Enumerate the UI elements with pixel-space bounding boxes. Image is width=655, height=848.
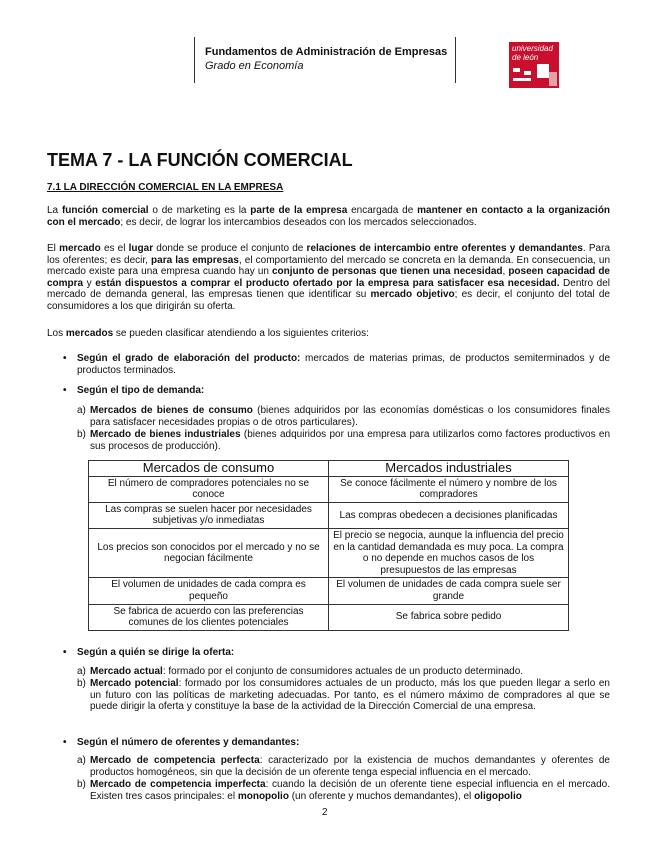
table-row xyxy=(89,604,569,630)
table-cell: Los precios son conocidos por el mercado y no se negocian fácilmente xyxy=(89,528,329,577)
table-cell: Las compras se suelen hacer por necesidades subjetivas y/o inmediatas xyxy=(89,502,329,528)
bullet-marker: • xyxy=(63,647,67,658)
list-label: a) xyxy=(77,666,86,677)
list-label: b) xyxy=(77,779,86,790)
list-label: b) xyxy=(77,678,86,689)
table-cell: Se fabrica sobre pedido xyxy=(329,604,569,630)
table-header: Mercados industriales xyxy=(329,461,569,477)
table-cell: Las compras obedecen a decisiones planificadas xyxy=(329,502,569,528)
item-mercado-potencial: Mercado potencial: formado por los consumidores actuales de un producto, más los que pueden llegar a serlo en un futuro con las políticas de marketing adecuadas. Por tanto, es el número máximo de compradores al que se puede dirigir la oferta y constituye la base de la actividad de la Dirección Comercial de una empresa. xyxy=(90,678,610,713)
item-competencia-perfecta: Mercado de competencia perfecta: caracterizado por la existencia de muchos demandantes y oferentes de productos homogéneos, sin que la decisión de un oferente tenga especial influencia en el mercado. xyxy=(90,755,610,778)
paragraph-clasificacion: Los mercados se pueden clasificar atendiendo a los siguientes criterios: xyxy=(47,328,369,339)
header-divider-right xyxy=(455,37,456,83)
item-mercado-actual: Mercado actual: formado por el conjunto de consumidores actuales de un producto determinado. xyxy=(90,666,524,677)
table-cell: El número de compradores potenciales no se conoce xyxy=(89,476,329,502)
bullet-oferentes-demandantes: Según el número de oferentes y demandantes: xyxy=(77,737,300,748)
comparison-table xyxy=(88,460,569,631)
list-label: b) xyxy=(77,429,86,440)
table-header: Mercados de consumo xyxy=(89,461,329,477)
university-logo xyxy=(509,42,559,88)
logo-text: universidad de león xyxy=(512,44,553,62)
bullet-marker: • xyxy=(63,353,67,364)
page-heading: TEMA 7 - LA FUNCIÓN COMERCIAL xyxy=(47,150,353,170)
table-row xyxy=(89,528,569,577)
table-row xyxy=(89,476,569,502)
paragraph-funcion-comercial: La función comercial o de marketing es la parte de la empresa encargada de mantener en contacto a la organización con el mercado; es decir, de lograr los intercambios deseados con los mercados seleccionados. xyxy=(47,205,611,228)
item-competencia-imperfecta: Mercado de competencia imperfecta: cuando la decisión de un oferente tiene especial influencia en el mercado. Existen tres casos principales: el monopolio (un oferente y muchos demandantes), el oligopolio xyxy=(90,779,610,802)
list-label: a) xyxy=(77,405,86,416)
bullet-grado-elaboracion: Según el grado de elaboración del producto: mercados de materias primas, de productos semiterminados y de productos terminados. xyxy=(77,353,611,376)
table-cell: El precio se negocia, aunque la influencia del precio en la cantidad demandada es muy poca. La compra o no depende en muchos casos de los presupuestos de las empresas xyxy=(329,528,569,577)
table-row xyxy=(89,502,569,528)
section-title: 7.1 LA DIRECCIÓN COMERCIAL EN LA EMPRESA xyxy=(47,182,284,193)
bullet-oferta: Según a quién se dirige la oferta: xyxy=(77,647,235,658)
bullet-tipo-demanda: Según el tipo de demanda: xyxy=(77,385,205,396)
list-label: a) xyxy=(77,755,86,766)
bullet-marker: • xyxy=(63,737,67,748)
table-header-row xyxy=(89,461,569,477)
table-cell: Se conoce fácilmente el número y nombre de los compradores xyxy=(329,476,569,502)
table-cell: Se fabrica de acuerdo con las preferencias comunes de los clientes potenciales xyxy=(89,604,329,630)
header-subtitle: Grado en Economía xyxy=(205,60,304,72)
table-row xyxy=(89,578,569,604)
page-number: 2 xyxy=(322,807,328,818)
bullet-marker: • xyxy=(63,385,67,396)
item-bienes-industriales: Mercado de bienes industriales (bienes adquiridos por una empresa para utilizarlos como factores productivos en sus procesos de producción). xyxy=(90,429,611,452)
header-divider-left xyxy=(194,37,195,83)
item-bienes-consumo: Mercados de bienes de consumo (bienes adquiridos por las economías domésticas o los consumidores finales para satisfacer necesidades propias o de otros particulares). xyxy=(90,405,610,428)
header-title: Fundamentos de Administración de Empresas xyxy=(205,46,448,58)
table-cell: El volumen de unidades de cada compra es pequeño xyxy=(89,578,329,604)
table-cell: El volumen de unidades de cada compra suele ser grande xyxy=(329,578,569,604)
paragraph-mercado: El mercado es el lugar donde se produce el conjunto de relaciones de intercambio entre oferentes y demandantes. Para los oferentes; es decir, para las empresas, el comportamiento del mercado se concreta en la demanda. En consecuencia, un mercado existe para una empresa cuando hay un conjunto de personas que tienen una necesidad, poseen capacidad de compra y están dispuestos a comprar el producto ofertado por la empresa para satisfacer esa necesidad. Dentro del mercado de demanda general, las empresas tienen que identificar su mercado objetivo; es decir, el conjunto del total de consumidores a los que dirigirán su oferta. xyxy=(47,243,610,312)
